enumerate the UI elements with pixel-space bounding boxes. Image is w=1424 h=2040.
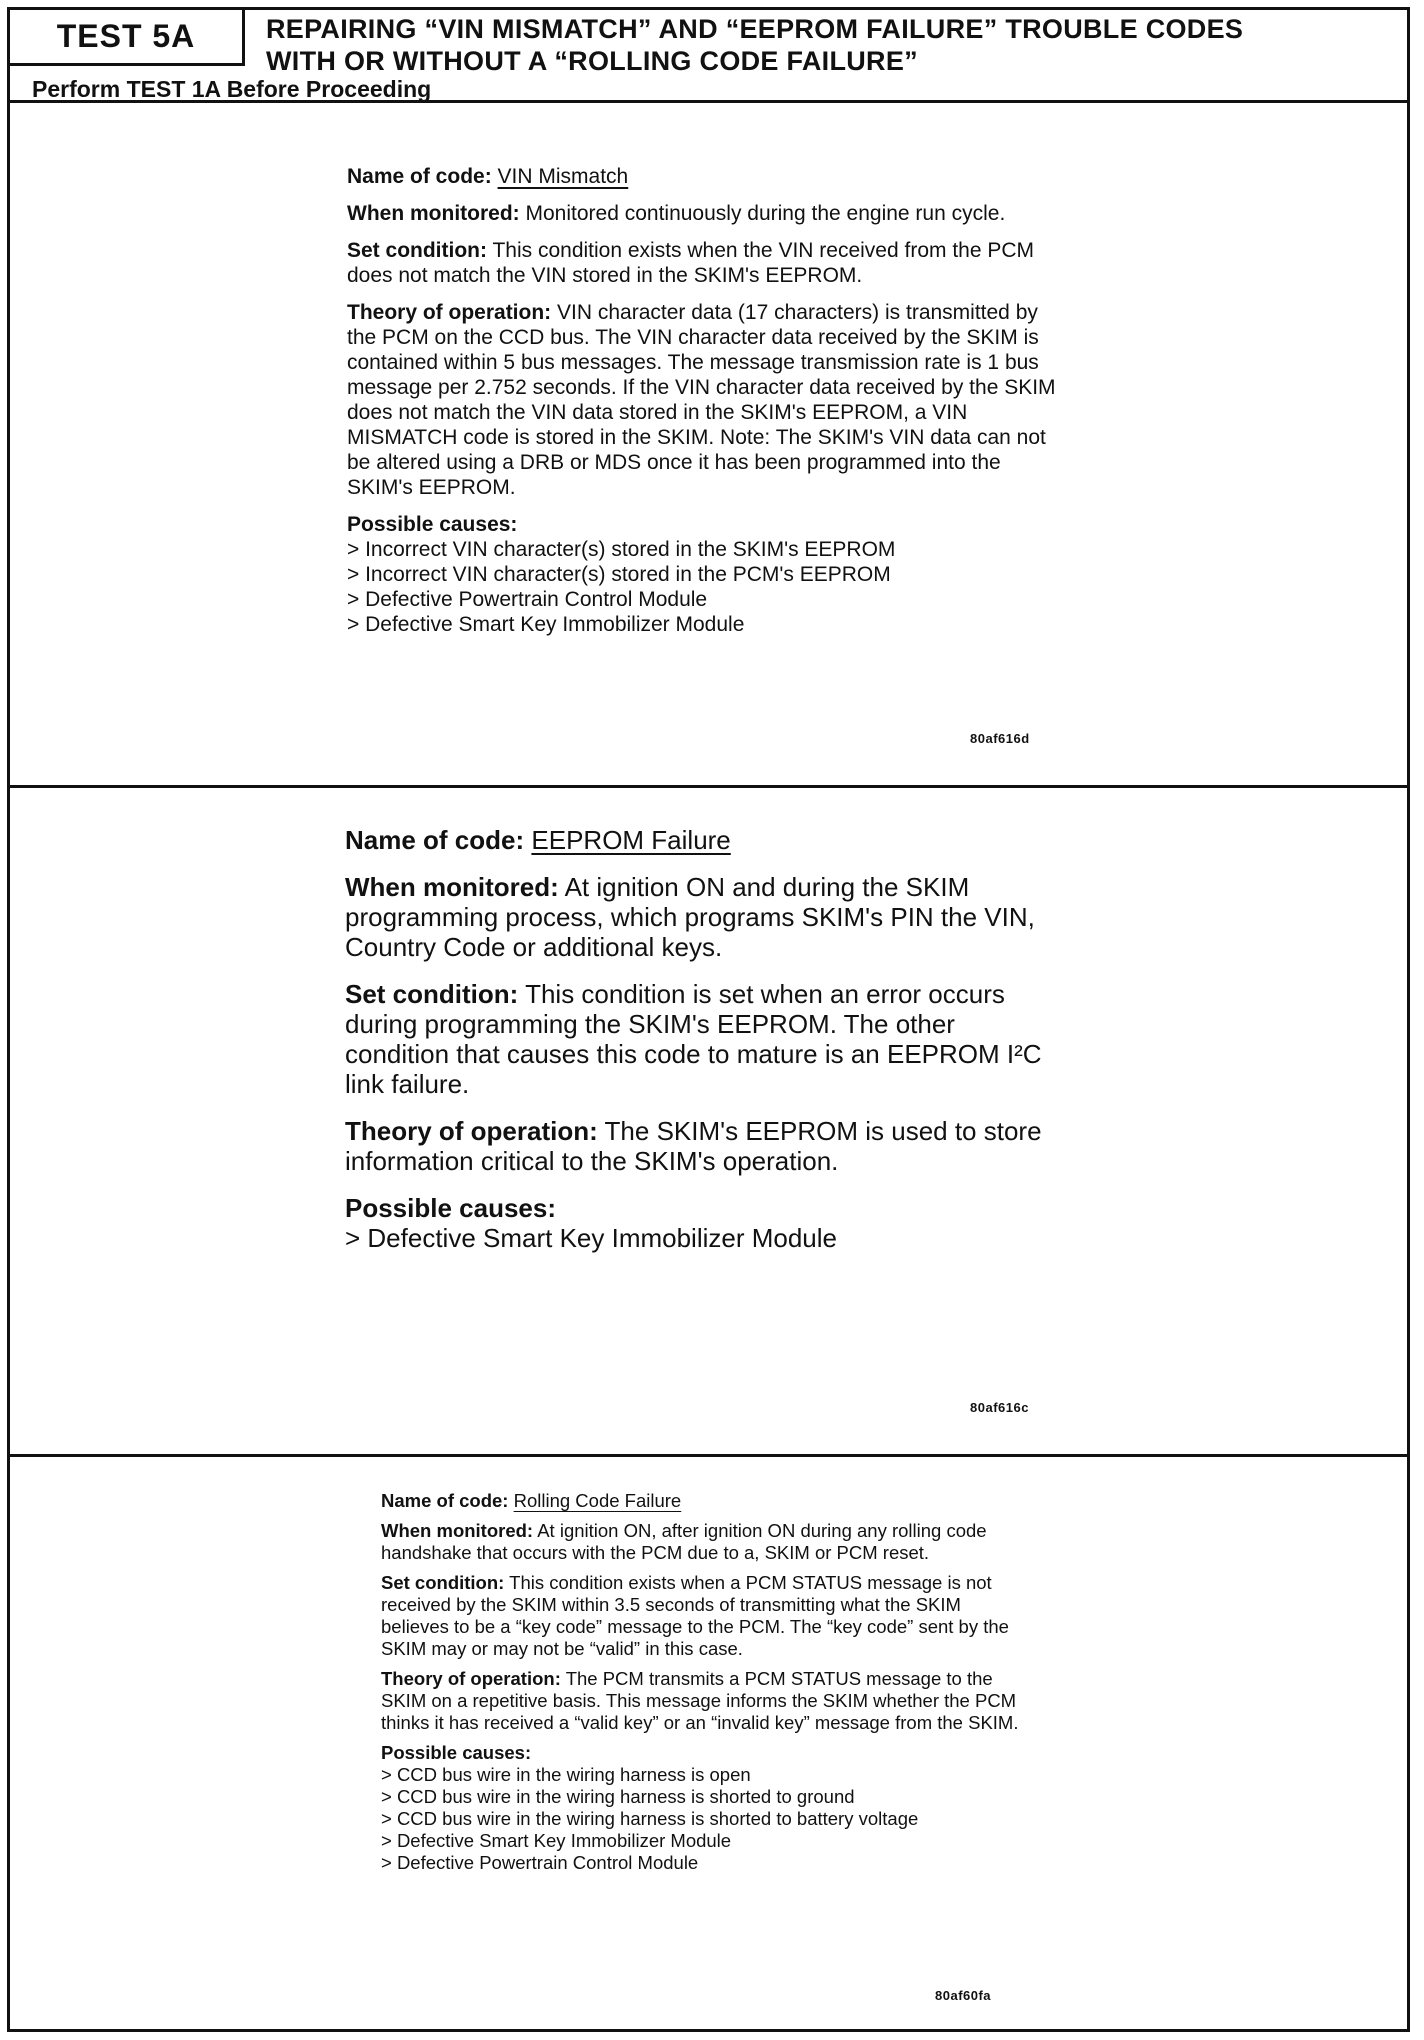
code-name-value: EEPROM Failure [531, 825, 731, 855]
set-condition-row [381, 1572, 1021, 1660]
theory-text: The PCM transmits a PCM STATUS message to the SKIM on a repetitive basis. This message informs the SKIM whether the PCM thinks it has received a “valid key” or an “invalid key” message from the SKIM. [381, 1668, 1019, 1733]
when-monitored-row [381, 1520, 1021, 1564]
prerequisite-note: Perform TEST 1A Before Proceeding [32, 76, 432, 102]
section-rolling-code-failure [10, 1460, 1407, 2030]
possible-causes-label: Possible causes: [347, 513, 518, 536]
possible-causes-label: Possible causes: [381, 1742, 532, 1763]
figure-id: 80af60fa [935, 1988, 992, 2003]
figure-id: 80af616d [970, 731, 1030, 746]
theory-row [381, 1668, 1021, 1734]
theory-text: The SKIM's EEPROM is used to store information critical to the SKIM's operation. [345, 1116, 1042, 1176]
when-monitored-text: Monitored continuously during the engine run cycle. [525, 202, 1006, 225]
theory-label: Theory of operation: [347, 301, 552, 324]
cause-item: > Defective Smart Key Immobilizer Module [345, 1223, 838, 1253]
set-condition-text: This condition is set when an error occurs during programming the SKIM's EEPROM. The other condition that causes this code to mature is an EEPROM I²C link failure. [345, 979, 1042, 1099]
set-condition-label: Set condition: [345, 979, 519, 1009]
code-name-value: Rolling Code Failure [513, 1490, 682, 1511]
code-description [347, 164, 1067, 637]
when-monitored-text: At ignition ON, after ignition ON during any rolling code handshake that occurs with the PCM due to a, SKIM or PCM reset. [381, 1520, 987, 1563]
set-condition-row [347, 238, 1067, 288]
page-frame [7, 7, 1410, 2032]
cause-item: > Defective Smart Key Immobilizer Module [347, 613, 745, 636]
theory-label: Theory of operation: [345, 1116, 598, 1146]
cause-item: > Incorrect VIN character(s) stored in the SKIM's EEPROM [347, 538, 896, 561]
cause-item: > CCD bus wire in the wiring harness is shorted to battery voltage [381, 1808, 919, 1829]
theory-label: Theory of operation: [381, 1668, 561, 1689]
set-condition-label: Set condition: [347, 239, 487, 262]
page-title-line-2: WITH OR WITHOUT A “ROLLING CODE FAILURE” [266, 46, 918, 76]
set-condition-row [345, 979, 1065, 1099]
when-monitored-row [347, 201, 1067, 226]
when-monitored-row [345, 872, 1065, 962]
cause-item: > Defective Smart Key Immobilizer Module [381, 1830, 732, 1851]
header [10, 10, 1407, 103]
code-name-label: Name of code: [347, 165, 492, 188]
code-name-row [345, 825, 1065, 855]
code-description [345, 825, 1065, 1253]
section-vin-mismatch [10, 106, 1407, 788]
when-monitored-text: At ignition ON and during the SKIM programming process, which programs SKIM's PIN the VIN, Country Code or additional keys. [345, 872, 1035, 962]
cause-item: > Incorrect VIN character(s) stored in the PCM's EEPROM [347, 563, 891, 586]
code-name-label: Name of code: [381, 1490, 509, 1511]
when-monitored-label: When monitored: [345, 872, 559, 902]
test-label: TEST 5A [10, 10, 245, 66]
code-name-row [347, 164, 1067, 189]
cause-item: > Defective Powertrain Control Module [381, 1852, 699, 1873]
cause-item: > CCD bus wire in the wiring harness is shorted to ground [381, 1786, 855, 1807]
section-eeprom-failure [10, 791, 1407, 1457]
set-condition-text: This condition exists when a PCM STATUS message is not received by the SKIM within 3.5 seconds of transmitting what the SKIM believes to be a “key code” message to the PCM. The “key code” sent by the SKIM may or may not be “valid” in this case. [381, 1572, 1009, 1659]
theory-text: VIN character data (17 characters) is transmitted by the PCM on the CCD bus. The VIN character data received by the SKIM is contained within 5 bus messages. The message transmission rate is 1 bus message per 2.752 seconds. If the VIN character data received by the SKIM does not match the VIN data stored in the SKIM's EEPROM, a VIN MISMATCH code is stored in the SKIM. Note: The SKIM's VIN data can not be altered using a DRB or MDS once it has been programmed into the SKIM's EEPROM. [347, 301, 1056, 499]
cause-item: > Defective Powertrain Control Module [347, 588, 708, 611]
when-monitored-label: When monitored: [347, 202, 520, 225]
when-monitored-label: When monitored: [381, 1520, 534, 1541]
set-condition-label: Set condition: [381, 1572, 505, 1593]
page-title-line-1: REPAIRING “VIN MISMATCH” AND “EEPROM FAILURE” TROUBLE CODES [266, 14, 1244, 44]
code-name-row [381, 1490, 1021, 1512]
code-description [381, 1490, 1021, 1874]
cause-item: > CCD bus wire in the wiring harness is open [381, 1764, 751, 1785]
figure-id: 80af616c [970, 1400, 1029, 1415]
code-name-value: VIN Mismatch [497, 165, 629, 188]
set-condition-text: This condition exists when the VIN received from the PCM does not match the VIN stored in the SKIM's EEPROM. [347, 239, 1035, 287]
code-name-label: Name of code: [345, 825, 525, 855]
theory-row [347, 300, 1067, 500]
possible-causes-label: Possible causes: [345, 1193, 556, 1223]
theory-row [345, 1116, 1065, 1176]
